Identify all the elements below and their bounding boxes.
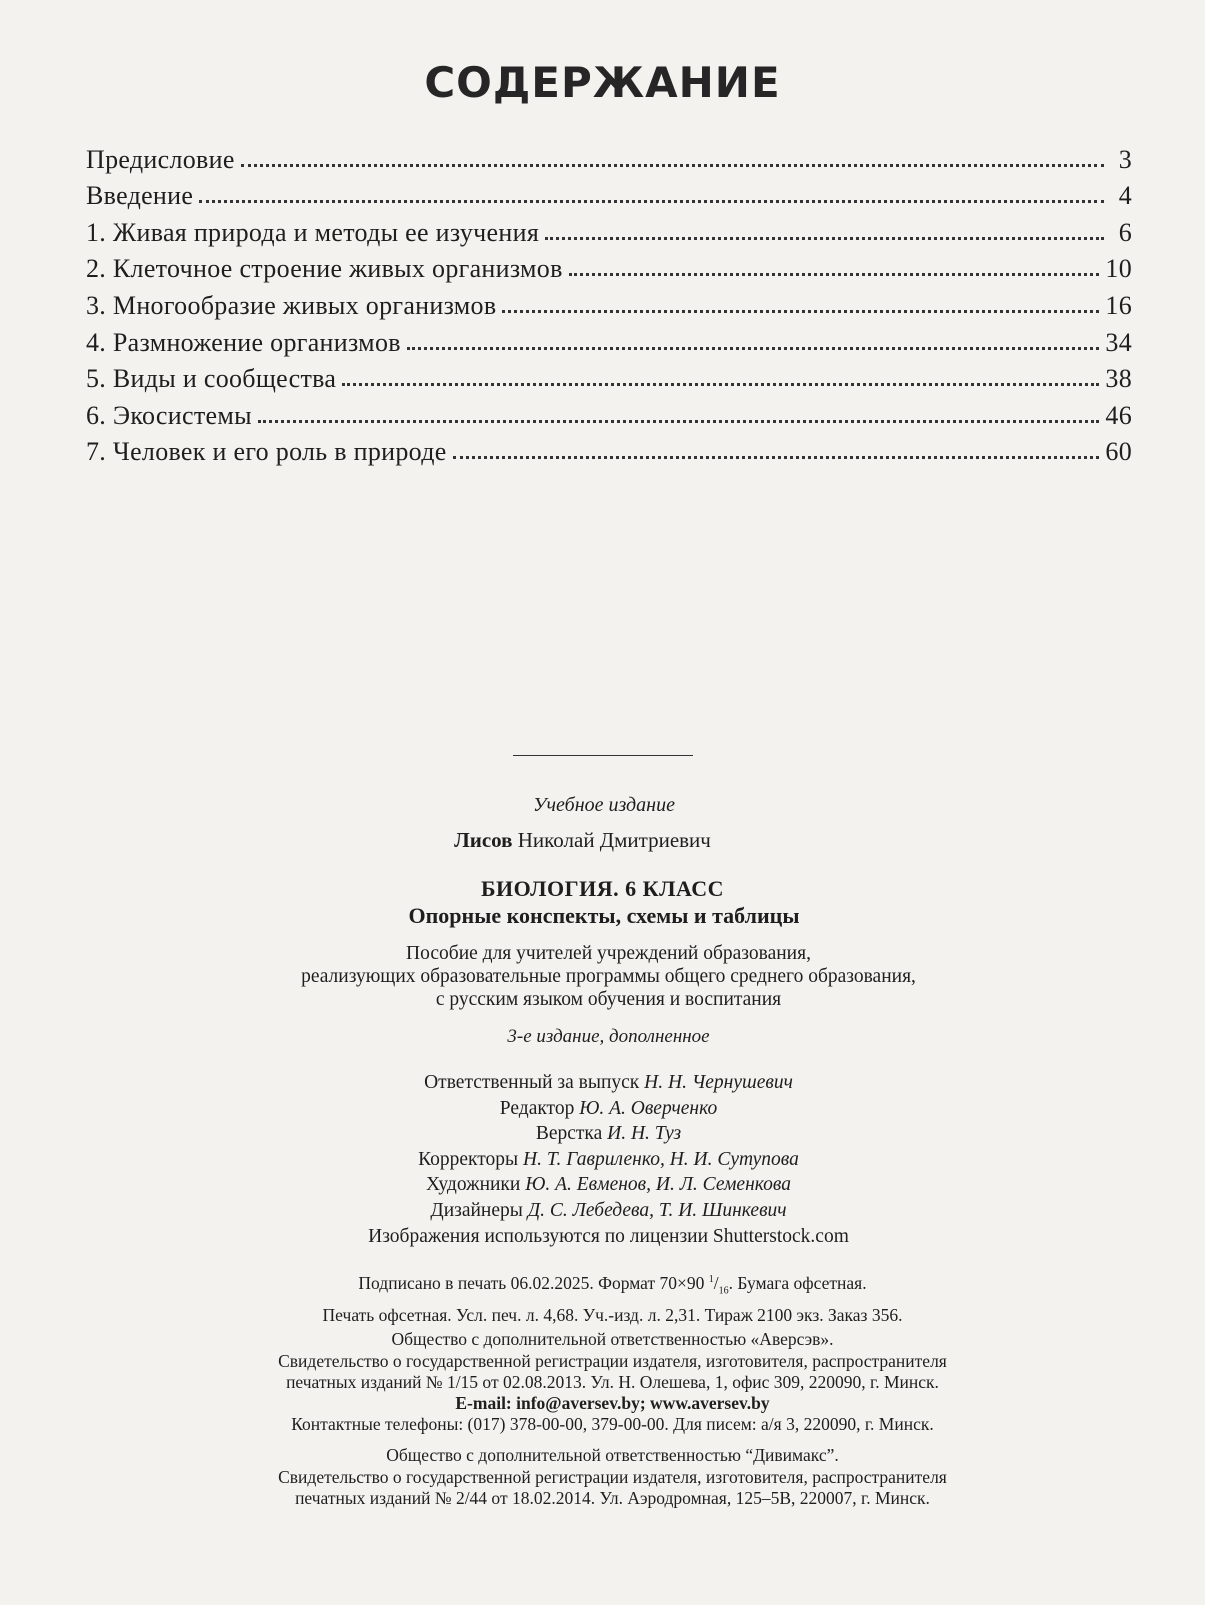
staff-line: Корректоры Н. Т. Гавриленко, Н. И. Сутупова — [418, 1148, 799, 1170]
author-surname: Лисов — [454, 828, 513, 852]
toc-leader-dots — [407, 347, 1100, 350]
toc-entry-page: 10 — [1105, 254, 1132, 284]
toc-entry-page: 6 — [1118, 217, 1132, 247]
publisher-registration: Свидетельство о государственной регистрации издателя, изготовителя, распространителя — [278, 1351, 947, 1372]
author-name: Николай Дмитриевич — [517, 828, 711, 852]
toc-entry-page: 46 — [1105, 400, 1132, 430]
toc-entry — [86, 431, 1132, 468]
toc-entry-page: 60 — [1105, 437, 1132, 467]
toc-leader-dots — [502, 310, 1099, 313]
staff-line: Дизайнеры Д. С. Лебедева, Т. И. Шинкевич — [430, 1199, 787, 1221]
staff-credits — [0, 1070, 1205, 1249]
toc-leader-dots — [199, 200, 1104, 203]
toc-leader-dots — [258, 420, 1100, 423]
description-line: с русским языком обучения и воспитания — [435, 989, 782, 1010]
page-title: СОДЕРЖАНИЕ — [424, 58, 781, 107]
staff-line: Редактор Ю. А. Оверченко — [499, 1097, 718, 1119]
printer-name: Общество с дополнительной ответственностью “Дивимакс”. — [386, 1445, 839, 1466]
toc-entry — [86, 175, 1132, 212]
book-subtitle: Опорные конспекты, схемы и таблицы — [408, 903, 800, 928]
toc-entry-label: 4. Размножение организмов — [86, 327, 401, 357]
toc-entry-label: 3. Многообразие живых организмов — [86, 290, 497, 320]
print-info-line: Печать офсетная. Усл. печ. л. 4,68. Уч.-изд. л. 2,31. Тираж 2100 экз. Заказ 356. — [322, 1305, 903, 1326]
description-line: реализующих образовательные программы общего среднего образования, — [301, 966, 916, 987]
author-line — [0, 826, 1205, 854]
toc-entry — [86, 211, 1132, 248]
toc-entry — [86, 284, 1132, 321]
toc-entry-page: 34 — [1105, 327, 1132, 357]
toc-entry-label: 2. Клеточное строение живых организмов — [86, 254, 563, 284]
publication-info — [0, 1268, 1205, 1509]
series-label: Учебное издание — [533, 794, 675, 816]
table-of-contents — [86, 138, 1132, 467]
staff-line: Верстка И. Н. Туз — [535, 1123, 682, 1145]
print-info-line: Подписано в печать 06.02.2025. Формат 70×90 $^1/_{16}$. Бумага офсетная. — [358, 1272, 867, 1297]
toc-entry — [86, 321, 1132, 358]
publisher-registration: печатных изданий № 1/15 от 02.08.2013. Ул. Н. Олешева, 1, офис 309, 220090, г. Минск. — [286, 1372, 939, 1393]
edition-label: 3-е издание, дополненное — [507, 1026, 710, 1047]
toc-entry-label: 6. Экосистемы — [86, 400, 252, 430]
toc-leader-dots — [545, 237, 1104, 240]
toc-entry-page: 16 — [1105, 290, 1132, 320]
toc-entry-label: Предисловие — [86, 144, 235, 174]
toc-entry-label: 1. Живая природа и методы ее изучения — [86, 217, 540, 247]
toc-entry — [86, 138, 1132, 175]
publisher-name: Общество с дополнительной ответственностью «Аверсэв». — [391, 1329, 834, 1350]
description-line: Пособие для учителей учреждений образования, — [406, 943, 811, 964]
printer-registration: Свидетельство о государственной регистрации издателя, изготовителя, распространителя — [278, 1467, 947, 1488]
toc-entry-page: 38 — [1105, 364, 1132, 394]
toc-entry-label: Введение — [86, 181, 194, 211]
toc-leader-dots — [342, 383, 1099, 386]
publisher-email: E-mail: info@aversev.by; www.aversev.by — [455, 1393, 770, 1414]
toc-entry — [86, 358, 1132, 395]
toc-leader-dots — [569, 273, 1100, 276]
publisher-phones: Контактные телефоны: (017) 378-00-00, 379-00-00. Для писем: а/я 3, 220090, г. Минск. — [291, 1414, 934, 1435]
book-title: БИОЛОГИЯ. 6 КЛАСС — [480, 876, 725, 901]
staff-line: Ответственный за выпуск Н. Н. Чернушевич — [424, 1072, 793, 1093]
staff-line: Художники Ю. А. Евменов, И. Л. Семенкова — [426, 1174, 791, 1196]
divider-rule — [513, 755, 693, 756]
toc-entry — [86, 248, 1132, 285]
toc-entry-label: 7. Человек и его роль в природе — [86, 437, 447, 467]
toc-entry — [86, 394, 1132, 431]
toc-entry-label: 5. Виды и сообщества — [86, 364, 337, 394]
printer-registration: печатных изданий № 2/44 от 18.02.2014. Ул. Аэродромная, 125–5В, 220007, г. Минск. — [295, 1488, 930, 1509]
toc-leader-dots — [241, 164, 1104, 167]
imprint-block — [0, 792, 1205, 1049]
toc-entry-page: 3 — [1118, 144, 1132, 174]
toc-entry-page: 4 — [1118, 181, 1132, 211]
toc-leader-dots — [453, 456, 1100, 459]
license-line: Изображения используются по лицензии Shutterstock.com — [368, 1225, 849, 1247]
